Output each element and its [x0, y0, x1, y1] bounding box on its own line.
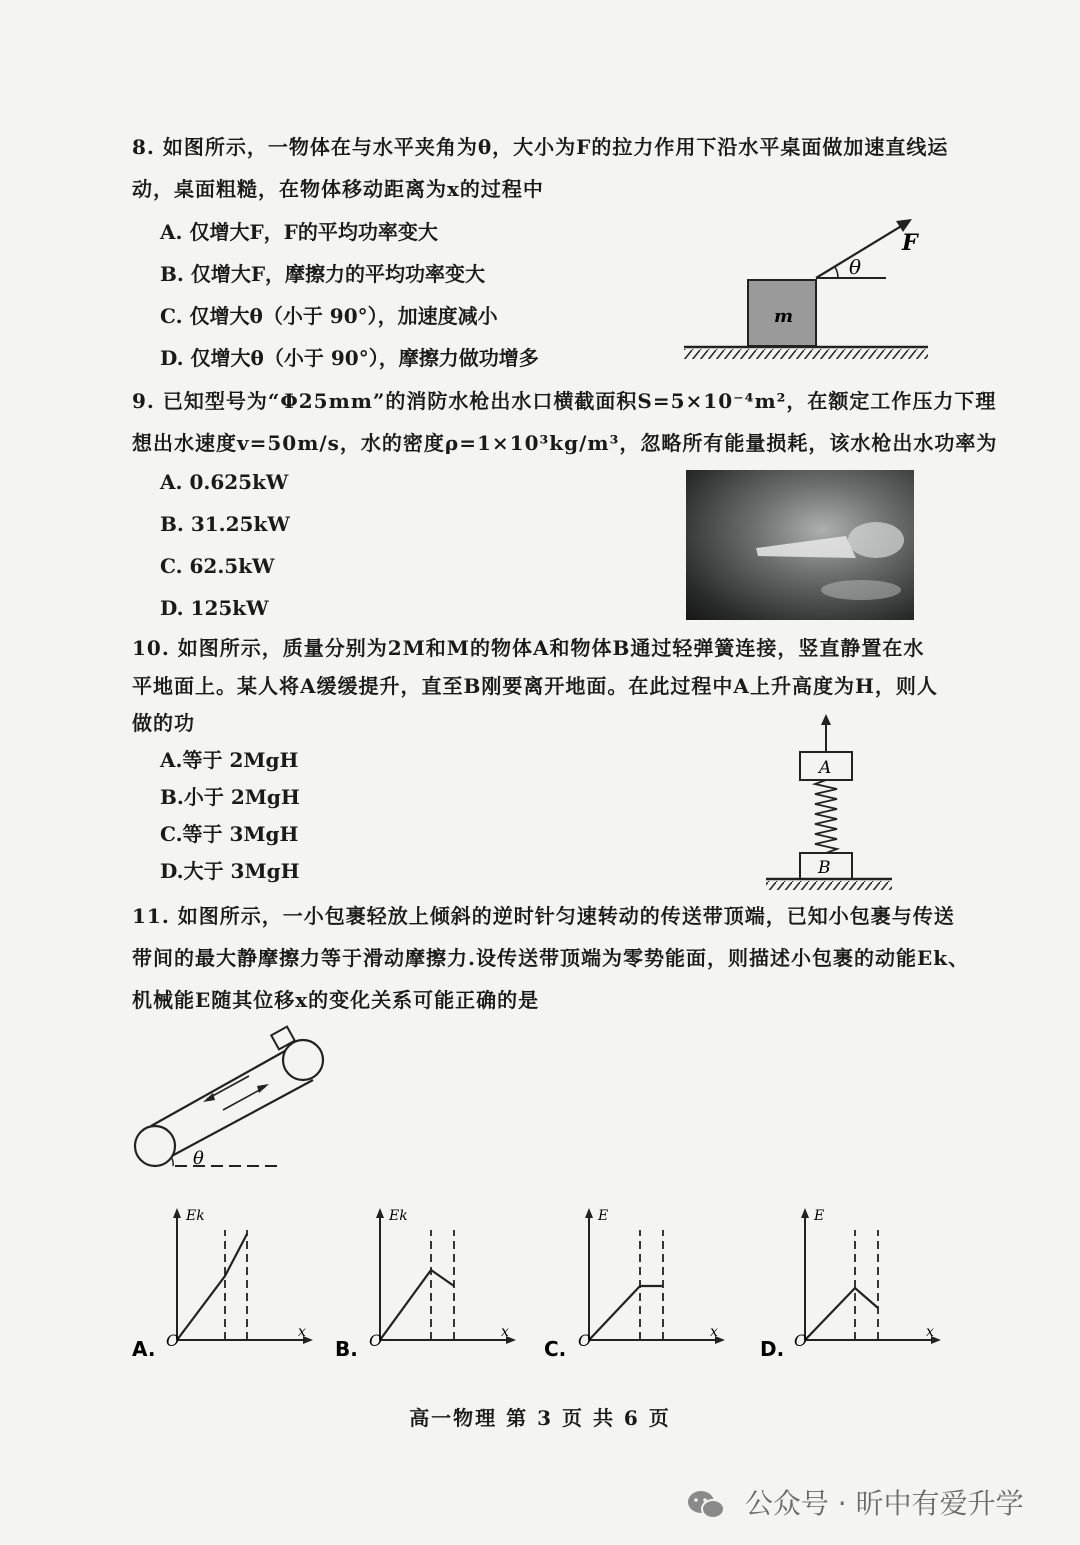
y-label: E: [814, 1208, 825, 1224]
q11-stem-line1: 11. 如图所示，一小包裹轻放上倾斜的逆时针匀速转动的传送带顶端，已知小包裹与传送: [132, 904, 955, 928]
belt-angle-arc: [171, 1157, 173, 1166]
belt-angle-label: θ: [193, 1148, 204, 1169]
q10-stem-line2: 平地面上。某人将A缓缓提升，直至B刚要离开地面。在此过程中A上升高度为H，则人: [132, 674, 938, 698]
x-label: x: [298, 1324, 306, 1340]
fire-hose-photo: [686, 470, 914, 620]
force-label: F: [902, 230, 918, 256]
block-b-label: B: [818, 858, 831, 878]
watermark-text: 公众号 · 昕中有爱升学: [744, 1487, 1024, 1520]
q9-stem-line1: 9. 已知型号为“Φ25mm”的消防水枪出水口横截面积S=5×10⁻⁴m²，在额定工作压力下理: [132, 389, 997, 413]
q10-stem-line3: 做的功: [132, 711, 195, 735]
y-label: Ek: [389, 1208, 408, 1224]
q10-option-b: B.小于 2MgH: [160, 785, 300, 809]
graph-d: [758, 1200, 958, 1360]
graph-c: [542, 1200, 742, 1360]
upper-roller: [283, 1040, 323, 1080]
mass-label: m: [774, 306, 794, 327]
graph-label: D.: [760, 1337, 785, 1360]
spring: [815, 780, 837, 853]
graph-label: B.: [335, 1337, 358, 1360]
graph-b: [333, 1200, 533, 1360]
origin-label: O: [369, 1331, 383, 1350]
ground-hatch: [684, 349, 928, 359]
curve: [177, 1234, 247, 1340]
wechat-icon: [686, 1489, 726, 1521]
origin-label: O: [578, 1331, 592, 1350]
q8-stem-line1: 8. 如图所示，一物体在与水平夹角为θ，大小为F的拉力作用下沿水平桌面做加速直线运: [132, 135, 949, 159]
ground-hatch: [766, 881, 892, 890]
x-label: x: [501, 1324, 509, 1340]
q9-option-c: C. 62.5kW: [160, 554, 275, 578]
y-label: E: [598, 1208, 609, 1224]
origin-label: O: [166, 1331, 180, 1350]
q10-option-c: C.等于 3MgH: [160, 822, 299, 846]
q9-option-b: B. 31.25kW: [160, 512, 290, 536]
q8-stem-line2: 动，桌面粗糙，在物体移动距离为x的过程中: [132, 177, 544, 201]
q8-block-figure: [676, 210, 936, 360]
q9-option-d: D. 125kW: [160, 596, 269, 620]
wechat-watermark: [686, 1482, 1024, 1522]
graph-label: C.: [544, 1337, 567, 1360]
q11-conveyor-figure: [125, 1020, 345, 1170]
q8-option-a: A. 仅增大F，F的平均功率变大: [160, 220, 438, 244]
angle-arc: [835, 267, 838, 278]
lower-roller: [135, 1126, 175, 1166]
y-label: Ek: [186, 1208, 205, 1224]
x-label: x: [710, 1324, 718, 1340]
graph-a: [130, 1200, 330, 1360]
q9-option-a: A. 0.625kW: [160, 470, 289, 494]
belt-bottom: [155, 1080, 313, 1165]
q9-stem-line2: 想出水速度v=50m/s，水的密度ρ=1×10³kg/m³，忽略所有能量损耗，该水枪出水功率为: [132, 431, 998, 455]
q11-stem-line2: 带间的最大静摩擦力等于滑动摩擦力.设传送带顶端为零势能面，则描述小包裹的动能Ek、: [132, 946, 970, 970]
q10-option-a: A.等于 2MgH: [160, 748, 299, 772]
x-label: x: [926, 1324, 934, 1340]
q8-option-d: D. 仅增大θ（小于 90°），摩擦力做功增多: [160, 346, 539, 370]
q10-stem-line1: 10. 如图所示，质量分别为2M和M的物体A和物体B通过轻弹簧连接，竖直静置在水: [132, 636, 925, 660]
q11-stem-line3: 机械能E随其位移x的变化关系可能正确的是: [132, 988, 540, 1012]
force-arrow-line: [816, 222, 908, 278]
page-footer: 高一物理 第 3 页 共 6 页: [409, 1406, 671, 1430]
curve: [805, 1288, 878, 1340]
curve: [589, 1286, 663, 1340]
origin-label: O: [794, 1331, 808, 1350]
block-a-label: A: [819, 758, 832, 778]
lift-arrowhead: [821, 714, 831, 725]
q8-option-c: C. 仅增大θ（小于 90°），加速度减小: [160, 304, 498, 328]
q8-option-b: B. 仅增大F，摩擦力的平均功率变大: [160, 262, 486, 286]
graph-label: A.: [132, 1337, 156, 1360]
q10-spring-figure: [760, 712, 900, 892]
curve: [380, 1270, 454, 1340]
belt-top: [151, 1042, 301, 1126]
q10-option-d: D.大于 3MgH: [160, 859, 300, 883]
angle-label: θ: [849, 255, 862, 279]
